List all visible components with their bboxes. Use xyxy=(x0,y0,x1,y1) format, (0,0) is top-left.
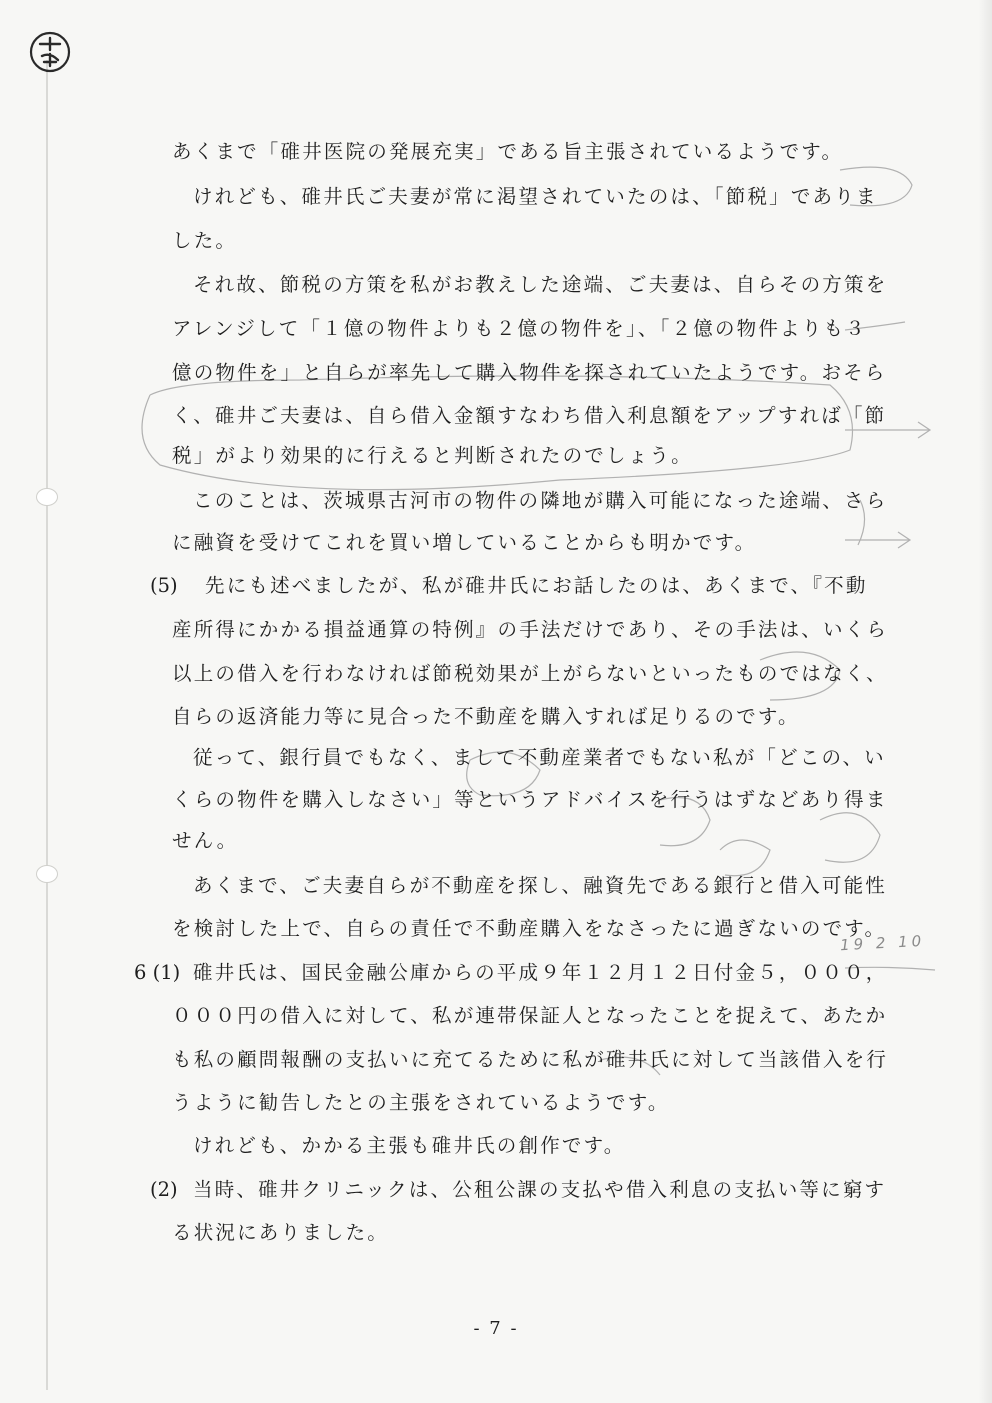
body-line: も私の顧問報酬の支払いに充てるために私が碓井氏に対して当該借入を行 xyxy=(172,1048,889,1071)
body-line: 以上の借入を行わなければ節税効果が上がらないといったものではなく、 xyxy=(172,662,888,685)
body-line: く、碓井ご夫妻は、自ら借入金額すなわち借入利息額をアップすれば「節 xyxy=(172,404,887,427)
body-line: 税」がより効果的に行えると判断されたのでしょう。 xyxy=(172,444,693,467)
body-line: せん。 xyxy=(172,829,239,852)
item-number-2: (2) xyxy=(150,1178,178,1201)
body-line: を検討した上で、自らの責任で不動産購入をなさったに過ぎないのです。 xyxy=(172,917,887,940)
body-line: した。 xyxy=(172,229,238,252)
body-line: る状況にありました。 xyxy=(172,1221,390,1244)
body-line: けれども、碓井氏ご夫妻が常に渇望されていたのは、「節税」でありま xyxy=(193,185,878,208)
handwritten-date-note: 19 2 10 xyxy=(839,931,926,955)
body-line: くらの物件を購入しなさい」等というアドバイスを行うはずなどあり得ま xyxy=(172,788,888,811)
body-line: 碓井氏は、国民金融公庫からの平成９年１２月１２日付金５，０００， xyxy=(193,961,888,984)
body-line: 億の物件を」と自らが率先して購入物件を探されていたようです。おそら xyxy=(172,361,887,384)
body-line: けれども、かかる主張も碓井氏の創作です。 xyxy=(193,1134,626,1157)
body-line: 先にも述べましたが、私が碓井氏にお話したのは、あくまで、『不動 xyxy=(205,574,868,597)
body-line: 自らの返済能力等に見合った不動産を購入すれば足りるのです。 xyxy=(172,705,800,728)
item-number-6-1: 6 (1) xyxy=(134,961,181,984)
body-line: それ故、節税の方策を私がお教えした途端、ご夫妻は、自らその方策を xyxy=(193,273,888,296)
body-line: このことは、茨城県古河市の物件の隣地が購入可能になった途端、さら xyxy=(193,489,888,512)
item-number-5: (5) xyxy=(150,574,178,597)
body-line: 当時、碓井クリニックは、公租公課の支払や借入利息の支払い等に窮す xyxy=(193,1178,887,1201)
page-number: - 7 - xyxy=(473,1318,519,1339)
body-line: ０００円の借入に対して、私が連帯保証人となったことを捉えて、あたか xyxy=(172,1004,888,1027)
body-line: 産所得にかかる損益通算の特例』の手法だけであり、その手法は、いくら xyxy=(172,618,889,641)
body-line: あくまで「碓井医院の発展充実」である旨主張されているようです。 xyxy=(172,140,844,163)
body-line: あくまで、ご夫妻自らが不動産を探し、融資先である銀行と借入可能性 xyxy=(193,874,888,897)
body-line: 従って、銀行員でもなく、まして不動産業者でもない私が「どこの、い xyxy=(193,746,886,769)
body-line: アレンジして「１億の物件よりも２億の物件を」、「２億の物件よりも３ xyxy=(172,317,867,340)
body-line: に融資を受けてこれを買い増していることからも明かです。 xyxy=(172,531,757,554)
scan-edge-shadow xyxy=(978,0,992,1403)
body-line: うように勧告したとの主張をされているようです。 xyxy=(172,1091,670,1114)
